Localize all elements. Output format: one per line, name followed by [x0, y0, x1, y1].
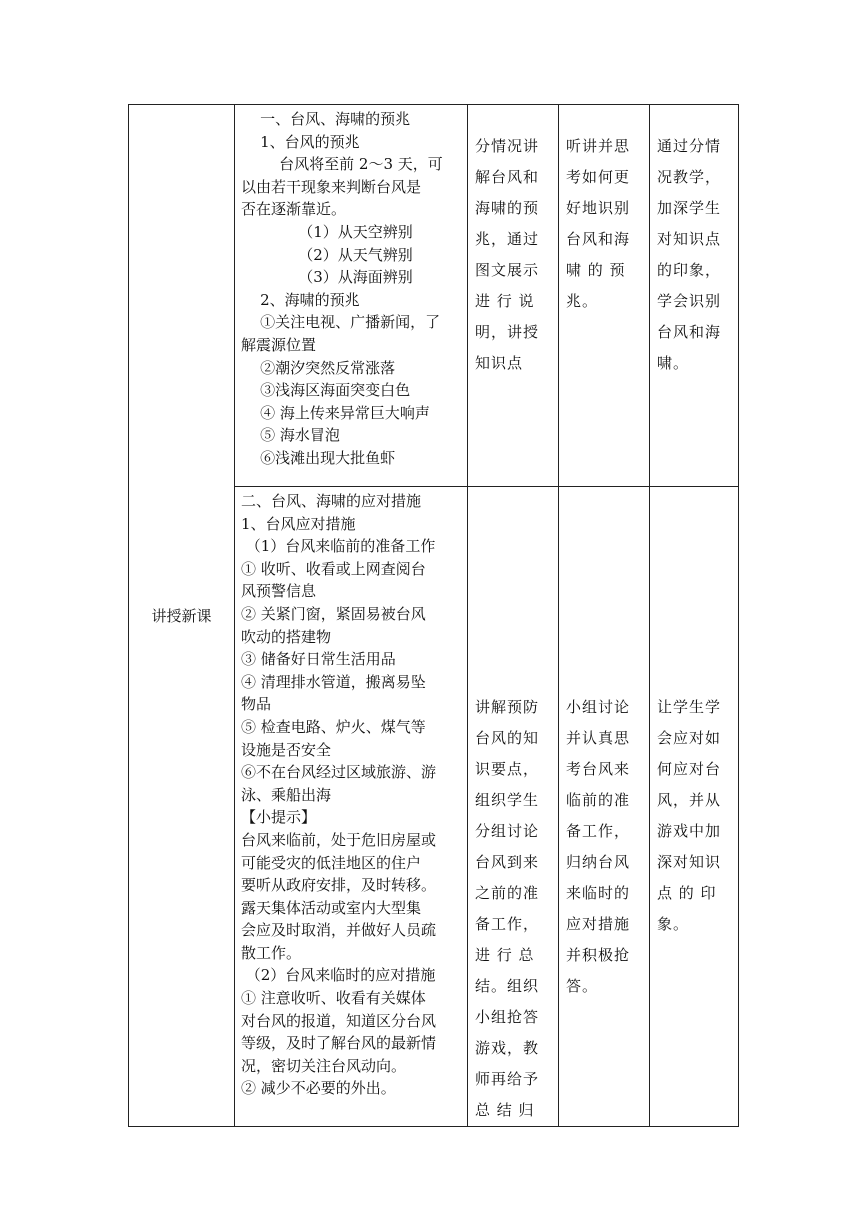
text-line: ⑥不在台风经过区域旅游、游: [241, 763, 437, 782]
text-line: 会应及时取消，并做好人员疏: [241, 921, 437, 940]
text-line: ① 注意收听、收看有关媒体: [241, 989, 426, 1008]
text-line: （2）台风来临时的应对措施: [241, 966, 436, 985]
text-line: 台风将至前 2～3 天，可: [241, 155, 443, 174]
text-line: 深对知识: [657, 853, 722, 871]
teacher-activity-list: [468, 105, 558, 379]
lesson-plan-table: [128, 104, 739, 1127]
text-line: 点 的 印: [657, 884, 717, 902]
text-line: 1、台风应对措施: [241, 514, 356, 533]
teacher-activity-cell: [468, 487, 559, 1127]
text-line: 否在逐渐靠近。: [241, 200, 347, 219]
text-line: 分组讨论: [475, 822, 540, 840]
text-line: 解震源位置: [241, 335, 317, 354]
text-line: 【小提示】: [241, 808, 317, 827]
text-line: 以由若干现象来判断台风是: [241, 177, 422, 196]
table-row: [129, 105, 739, 487]
text-line: ⑤ 检查电路、炉火、煤气等: [241, 717, 426, 736]
text-line: ③浅海区海面突变白色: [241, 381, 411, 400]
design-purpose-cell: [650, 105, 739, 487]
text-line: 海啸的预: [475, 199, 540, 217]
teacher-activity-cell: [468, 105, 559, 487]
text-line: ⑤ 海水冒泡: [241, 426, 340, 445]
text-line: 兆。: [566, 292, 599, 310]
text-line: 归纳台风: [566, 853, 631, 871]
text-line: ①关注电视、广播新闻，了: [241, 313, 441, 332]
text-line: 二、台风、海啸的应对措施: [241, 492, 422, 510]
text-line: 组织学生: [475, 791, 540, 809]
text-line: ③ 储备好日常生活用品: [241, 650, 396, 669]
text-line: 加深学生: [657, 199, 722, 217]
text-line: 总 结 归: [475, 1101, 535, 1119]
text-line: 来临时的: [566, 884, 631, 902]
text-line: 对台风的报道，知道区分台风: [241, 1011, 437, 1030]
text-line: 进 行 说: [475, 292, 535, 310]
text-line: 临前的准: [566, 791, 631, 809]
text-line: 啸 的 预: [566, 261, 626, 279]
text-line: 会应对如: [657, 729, 722, 747]
text-line: 知识点: [475, 354, 524, 372]
text-line: 物品: [241, 695, 272, 714]
text-line: 并认真思: [566, 729, 631, 747]
text-line: 图文展示: [475, 261, 540, 279]
text-line: 台风到来: [475, 853, 540, 871]
student-activity-cell: [559, 105, 650, 487]
text-line: 识要点，: [475, 760, 540, 778]
text-line: 1、台风的预兆: [241, 132, 360, 151]
text-line: 师再给予: [475, 1070, 540, 1088]
text-line: 之前的准: [475, 884, 540, 902]
text-line: 结。组织: [475, 977, 540, 995]
text-line: 学会识别: [657, 292, 722, 310]
text-line: 解台风和: [475, 168, 540, 186]
text-line: 2、海啸的预兆: [241, 290, 360, 309]
text-line: 并积极抢: [566, 946, 631, 964]
stage-cell: [129, 105, 235, 1127]
text-line: 分情况讲: [475, 137, 540, 155]
design-purpose-list: [650, 105, 738, 379]
text-line: ① 收听、收看或上网查阅台: [241, 559, 426, 578]
text-line: 让学生学: [657, 698, 722, 716]
text-line: 游戏中加: [657, 822, 722, 840]
text-line: 等级，及时了解台风的最新情: [241, 1034, 437, 1053]
content-cell: [235, 105, 468, 487]
text-line: （1）台风来临前的准备工作: [241, 537, 436, 556]
student-activity-cell: [559, 487, 650, 1127]
text-line: 好地识别: [566, 199, 631, 217]
text-line: 散工作。: [241, 943, 302, 962]
text-line: 考台风来: [566, 760, 631, 778]
text-line: 象。: [657, 915, 690, 933]
text-line: 况教学，: [657, 168, 722, 186]
text-line: 设施是否安全: [241, 740, 332, 759]
text-line: 何应对台: [657, 760, 722, 778]
text-line: ④ 清理排水管道，搬离易坠: [241, 672, 426, 691]
text-line: 进 行 总: [475, 946, 535, 964]
text-line: 风预警信息: [241, 582, 317, 601]
text-line: 台风和海: [657, 323, 722, 341]
text-line: 明，讲授: [475, 323, 540, 341]
text-line: 台风的知: [475, 729, 540, 747]
text-line: 要听从政府安排，及时转移。: [241, 876, 437, 895]
student-activity-list: [559, 105, 649, 317]
text-line: 答。: [566, 977, 599, 995]
text-line: 小组抢答: [475, 1008, 540, 1026]
student-activity-list: [559, 487, 649, 1002]
text-line: ② 关紧门窗，紧固易被台风: [241, 604, 426, 623]
text-line: 备工作，: [475, 915, 540, 933]
design-purpose-cell: [650, 487, 739, 1127]
text-line: 讲解预防: [475, 698, 540, 716]
text-line: 台风和海: [566, 230, 631, 248]
content-list: [235, 105, 467, 470]
text-line: 兆，通过: [475, 230, 540, 248]
stage-label: 讲授新课: [151, 607, 212, 625]
text-line: 一、台风、海啸的预兆: [241, 110, 411, 128]
text-line: 台风来临前，处于危旧房屋或: [241, 830, 437, 849]
text-line: ②潮汐突然反常涨落: [241, 358, 396, 377]
text-line: 游戏，教: [475, 1039, 540, 1057]
text-line: 的印象，: [657, 261, 722, 279]
text-line: 听讲并思: [566, 137, 631, 155]
content-cell: [235, 487, 468, 1127]
text-line: 露天集体活动或室内大型集: [241, 898, 422, 917]
text-line: 考如何更: [566, 168, 631, 186]
text-line: 风，并从: [657, 791, 722, 809]
text-line: 况，密切关注台风动向。: [241, 1056, 407, 1075]
text-line: （2）从天气辨别: [241, 245, 413, 264]
text-line: ⑥浅滩出现大批鱼虾: [241, 448, 396, 467]
text-line: 对知识点: [657, 230, 722, 248]
text-line: 备工作，: [566, 822, 631, 840]
text-line: 应对措施: [566, 915, 631, 933]
design-purpose-list: [650, 487, 738, 940]
text-line: 可能受灾的低洼地区的住户: [241, 853, 422, 872]
text-line: 小组讨论: [566, 698, 631, 716]
text-line: ④ 海上传来异常巨大响声: [241, 403, 430, 422]
text-line: （3）从海面辨别: [241, 268, 413, 287]
teacher-activity-list: [468, 487, 558, 1126]
text-line: 通过分情: [657, 137, 722, 155]
text-line: 啸。: [657, 354, 690, 372]
content-list: [235, 487, 467, 1100]
text-line: （1）从天空辨别: [241, 222, 413, 241]
text-line: 泳、乘船出海: [241, 785, 332, 804]
text-line: ② 减少不必要的外出。: [241, 1079, 396, 1098]
text-line: 吹动的搭建物: [241, 627, 332, 646]
